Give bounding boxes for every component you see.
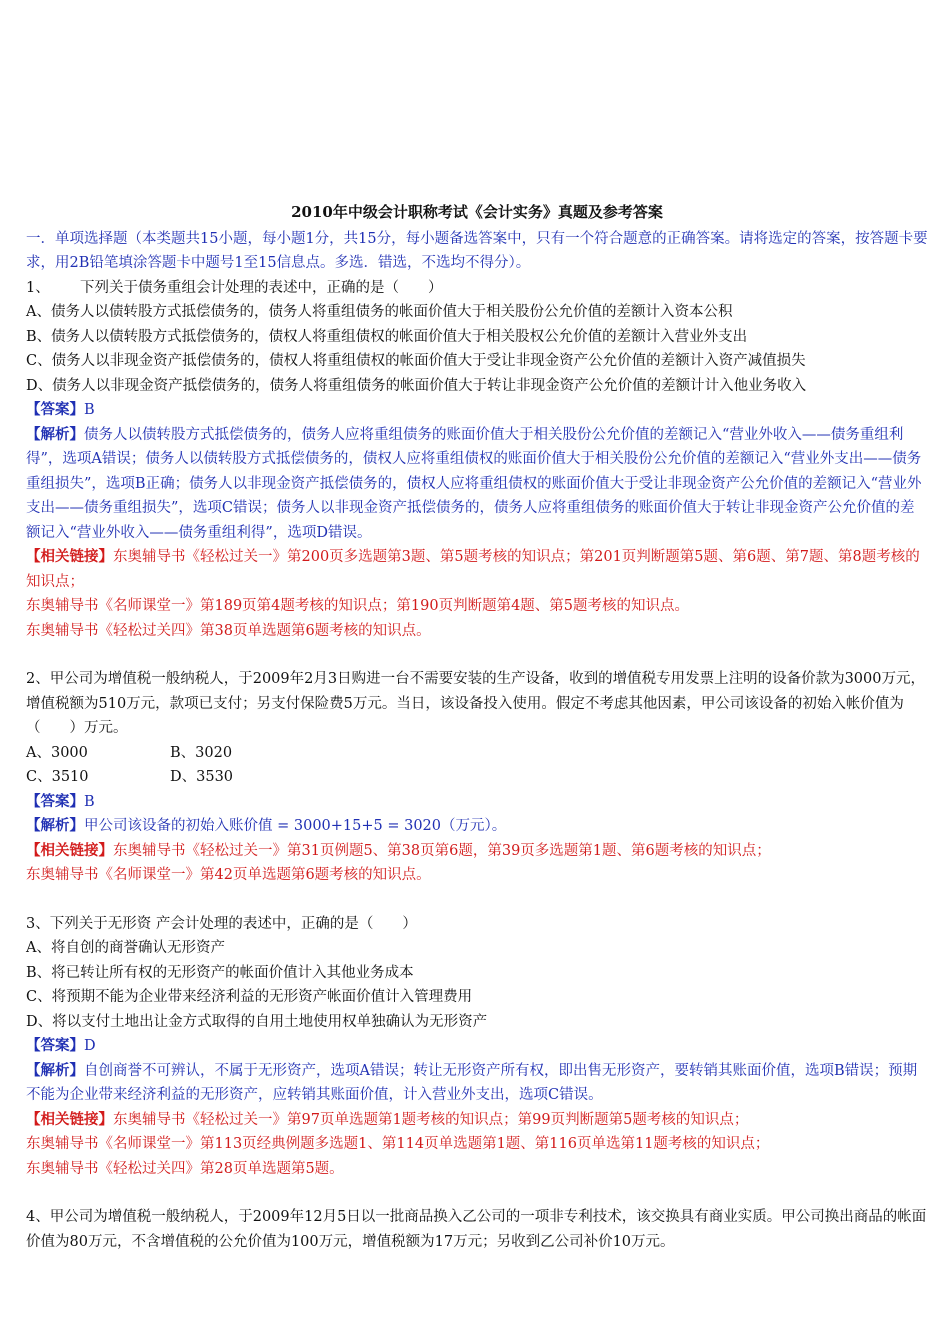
question-2-option-c: C、3510: [26, 769, 89, 785]
analysis-tag: 【解析】: [26, 425, 84, 443]
question-1-link-1: [26, 545, 928, 594]
link-text: 东奥辅导书《轻松过关一》第97页单选题第1题考核的知识点；第99页判断题第5题考核的知识点；: [113, 1111, 749, 1128]
answer-tag: 【答案】: [26, 792, 84, 810]
question-1-analysis: [26, 423, 928, 546]
question-2-analysis: [26, 814, 928, 839]
document-title: 2010年中级会计职称考试《会计实务》真题及参考答案: [291, 203, 663, 221]
question-3-option-b: B、将已转让所有权的无形资产的帐面价值计入其他业务成本: [26, 964, 414, 981]
answer-value: B: [84, 402, 95, 418]
answer-tag: 【答案】: [26, 1037, 84, 1054]
question-3-answer: [26, 1034, 928, 1059]
question-3-option-c: C、将预期不能为企业带来经济利益的无形资产帐面价值计入管理费用: [26, 989, 473, 1005]
question-2-options-row-1: [26, 741, 928, 766]
question-1-text: 下列关于债务重组会计处理的表述中，正确的是（ ）: [80, 279, 443, 296]
analysis-text: 自创商誉不可辨认，不属于无形资产，选项A错误；转让无形资产所有权，即出售无形资产，要转销其账面价值，选项B错误；预期不能为企业带来经济利益的无形资产，应转销其账面价值，计入营业外支出，选项C错误。: [26, 1062, 918, 1103]
question-1-link-2: 东奥辅导书《名师课堂一》第189页第4题考核的知识点；第190页判断题第4题、第5题考核的知识点。: [26, 598, 690, 614]
analysis-tag: 【解析】: [26, 1061, 84, 1079]
section-heading: 一．单项选择题（本类题共15小题，每小题1分，共15分，每小题备选答案中，只有一个符合题意的正确答案。请将选定的答案，按答题卡要求，用2B铅笔填涂答题卡中题号1至15信息点。多选．错选，不选均不得分）。: [26, 230, 928, 271]
link-text: 东奥辅导书《轻松过关一》第31页例题5、第38页第6题，第39页多选题第1题、第6题考核的知识点；: [113, 842, 771, 859]
question-3-option-d: D、将以支付土地出让金方式取得的自用土地使用权单独确认为无形资产: [26, 1013, 488, 1030]
question-1-option-b: B、债务人以债转股方式抵偿债务的，债权人将重组债权的帐面价值大于相关股权公允价值的差额计入营业外支出: [26, 328, 748, 345]
question-3-analysis: [26, 1059, 928, 1108]
analysis-tag: 【解析】: [26, 817, 84, 834]
question-1-number: 1、: [26, 279, 50, 296]
question-2-option-b: B、3020: [170, 744, 233, 761]
question-1-answer: [26, 398, 928, 423]
answer-value: D: [84, 1038, 96, 1054]
question-4-stem: 4、甲公司为增值税一般纳税人，于2009年12月5日以一批商品换入乙公司的一项非专利技术，该交换具有商业实质。甲公司换出商品的帐面价值为80万元，不含增值税的公允价值为100万元，增值税额为17万元；另收到乙公司补价10万元。: [26, 1209, 927, 1250]
question-3-link-2: 东奥辅导书《名师课堂一》第113页经典例题多选题1、第114页单选题第1题、第116页单选第11题考核的知识点；: [26, 1136, 770, 1152]
question-1-link-3: 东奥辅导书《轻松过关四》第38页单选题第6题考核的知识点。: [26, 622, 431, 639]
answer-value: B: [84, 793, 95, 810]
question-3-option-a: A、将自创的商誉确认无形资产: [26, 940, 225, 956]
question-2-link-1: [26, 839, 928, 864]
question-3-link-1: [26, 1108, 928, 1133]
question-2-answer: [26, 790, 928, 815]
analysis-text: 甲公司该设备的初始入账价值 = 3000+15+5 = 3020（万元）。: [84, 818, 507, 834]
spacer: [26, 1181, 928, 1205]
spacer: [26, 888, 928, 912]
link-tag: 【相关链接】: [26, 1110, 113, 1128]
link-text: 东奥辅导书《轻松过关一》第200页多选题第3题、第5题考核的知识点；第201页判断题第5题、第6题、第7题、第8题考核的知识点；: [26, 549, 920, 590]
question-3-link-3: 东奥辅导书《轻松过关四》第28页单选题第5题。: [26, 1160, 344, 1177]
question-1-option-d: D、债务人以非现金资产抵偿债务的，债务人将重组债务的帐面价值大于转让非现金资产公允价值的差额计计入他业务收入: [26, 377, 807, 394]
question-2-link-2: 东奥辅导书《名师课堂一》第42页单选题第6题考核的知识点。: [26, 867, 431, 883]
question-2-option-d: D、3530: [170, 769, 234, 785]
question-2-options-row-2: [26, 765, 928, 790]
question-3-stem: 3、下列关于无形资 产会计处理的表述中，正确的是（ ）: [26, 915, 417, 932]
answer-tag: 【答案】: [26, 401, 84, 418]
question-1-stem: [26, 276, 928, 301]
link-tag: 【相关链接】: [26, 548, 113, 565]
link-tag: 【相关链接】: [26, 841, 113, 859]
question-2-stem: 2、甲公司为增值税一般纳税人，于2009年2月3日购进一台不需要安装的生产设备，收到的增值税专用发票上注明的设备价款为3000万元，增值税额为510万元，款项已支付；另支付保险费5万元。当日，该设备投入使用。假定不考虑其他因素，甲公司该设备的初始入帐价值为（ ）万元。: [26, 671, 925, 736]
document-body: [26, 200, 928, 1254]
analysis-text: 债务人以债转股方式抵偿债务的，债务人应将重组债务的账面价值大于相关股份公允价值的差额记入“营业外收入——债务重组利得”，选项A错误；债务人以债转股方式抵偿债务的，债权人应将重组债权的账面价值大于相关股份公允价值的差额记入“营业外支出——债务重组损失”，选项B正确；债务人以非现金资产抵偿债务的，债权人应将重组债权的账面价值大于受让非现金资产公允价值的差额记入“营业外支出——债务重组损失”，选项C错误；债务人以非现金资产抵偿债务的，债务人应将重组债务的账面价值大于转让非现金资产公允价值的差额记入“营业外收入——债务重组利得”，选项D错误。: [26, 426, 922, 541]
question-2-option-a: A、3000: [26, 744, 88, 761]
spacer: [26, 643, 928, 667]
question-1-option-c: C、债务人以非现金资产抵偿债务的，债权人将重组债权的帐面价值大于受让非现金资产公允价值的差额计入资产减值损失: [26, 353, 806, 369]
question-1-option-a: A、债务人以债转股方式抵偿债务的，债务人将重组债务的帐面价值大于相关股份公允价值的差额计入资本公积: [26, 304, 733, 320]
